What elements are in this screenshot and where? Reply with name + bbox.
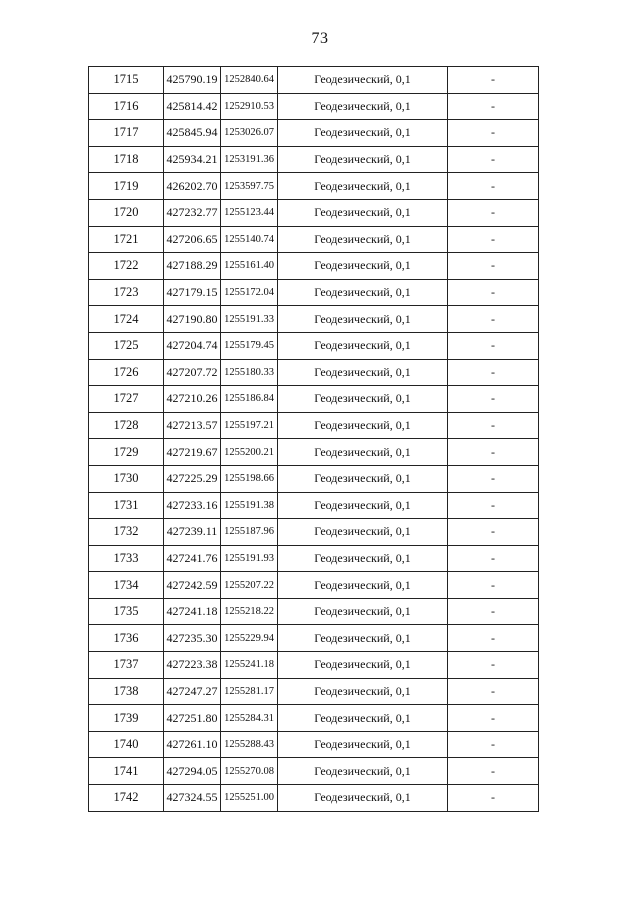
method-accuracy-cell: Геодезический, 0,1 — [278, 465, 448, 492]
note-cell: - — [448, 359, 539, 386]
x-coordinate-cell: 425845.94 — [164, 120, 221, 147]
note-cell: - — [448, 572, 539, 599]
table-row — [89, 598, 539, 625]
note-cell: - — [448, 253, 539, 280]
coordinates-table — [88, 66, 539, 812]
x-coordinate-cell: 427241.18 — [164, 598, 221, 625]
y-coordinate-cell: 1255218.22 — [221, 598, 278, 625]
x-coordinate-cell: 427190.80 — [164, 306, 221, 333]
method-accuracy-cell: Геодезический, 0,1 — [278, 386, 448, 413]
y-coordinate-cell: 1253191.36 — [221, 146, 278, 173]
note-cell: - — [448, 731, 539, 758]
y-coordinate-cell: 1255186.84 — [221, 386, 278, 413]
point-number-cell: 1740 — [89, 731, 164, 758]
page-number: 73 — [311, 30, 329, 47]
method-accuracy-cell: Геодезический, 0,1 — [278, 173, 448, 200]
y-coordinate-cell: 1255207.22 — [221, 572, 278, 599]
note-cell: - — [448, 279, 539, 306]
point-number-cell: 1738 — [89, 678, 164, 705]
coordinates-table-body — [89, 67, 539, 812]
point-number-cell: 1733 — [89, 545, 164, 572]
x-coordinate-cell: 427324.55 — [164, 785, 221, 812]
x-coordinate-cell: 427206.65 — [164, 226, 221, 253]
method-accuracy-cell: Геодезический, 0,1 — [278, 93, 448, 120]
method-accuracy-cell: Геодезический, 0,1 — [278, 492, 448, 519]
point-number-cell: 1735 — [89, 598, 164, 625]
note-cell: - — [448, 598, 539, 625]
method-accuracy-cell: Геодезический, 0,1 — [278, 758, 448, 785]
y-coordinate-cell: 1255284.31 — [221, 705, 278, 732]
table-row — [89, 199, 539, 226]
point-number-cell: 1722 — [89, 253, 164, 280]
note-cell: - — [448, 386, 539, 413]
point-number-cell: 1725 — [89, 332, 164, 359]
method-accuracy-cell: Геодезический, 0,1 — [278, 226, 448, 253]
y-coordinate-cell: 1252840.64 — [221, 67, 278, 94]
method-accuracy-cell: Геодезический, 0,1 — [278, 705, 448, 732]
method-accuracy-cell: Геодезический, 0,1 — [278, 572, 448, 599]
y-coordinate-cell: 1255123.44 — [221, 199, 278, 226]
table-row — [89, 332, 539, 359]
note-cell: - — [448, 625, 539, 652]
table-row — [89, 705, 539, 732]
x-coordinate-cell: 427204.74 — [164, 332, 221, 359]
y-coordinate-cell: 1255281.17 — [221, 678, 278, 705]
point-number-cell: 1736 — [89, 625, 164, 652]
point-number-cell: 1742 — [89, 785, 164, 812]
x-coordinate-cell: 427225.29 — [164, 465, 221, 492]
table-row — [89, 545, 539, 572]
table-row — [89, 652, 539, 679]
point-number-cell: 1718 — [89, 146, 164, 173]
table-row — [89, 625, 539, 652]
point-number-cell: 1720 — [89, 199, 164, 226]
note-cell: - — [448, 146, 539, 173]
y-coordinate-cell: 1255200.21 — [221, 439, 278, 466]
note-cell: - — [448, 93, 539, 120]
method-accuracy-cell: Геодезический, 0,1 — [278, 146, 448, 173]
table-row — [89, 173, 539, 200]
method-accuracy-cell: Геодезический, 0,1 — [278, 67, 448, 94]
x-coordinate-cell: 425934.21 — [164, 146, 221, 173]
method-accuracy-cell: Геодезический, 0,1 — [278, 678, 448, 705]
table-row — [89, 678, 539, 705]
y-coordinate-cell: 1255172.04 — [221, 279, 278, 306]
method-accuracy-cell: Геодезический, 0,1 — [278, 519, 448, 546]
note-cell: - — [448, 705, 539, 732]
x-coordinate-cell: 427232.77 — [164, 199, 221, 226]
table-row — [89, 492, 539, 519]
table-row — [89, 572, 539, 599]
y-coordinate-cell: 1255198.66 — [221, 465, 278, 492]
note-cell: - — [448, 758, 539, 785]
y-coordinate-cell: 1255229.94 — [221, 625, 278, 652]
note-cell: - — [448, 678, 539, 705]
point-number-cell: 1729 — [89, 439, 164, 466]
note-cell: - — [448, 306, 539, 333]
method-accuracy-cell: Геодезический, 0,1 — [278, 359, 448, 386]
y-coordinate-cell: 1255270.08 — [221, 758, 278, 785]
method-accuracy-cell: Геодезический, 0,1 — [278, 412, 448, 439]
note-cell: - — [448, 492, 539, 519]
table-row — [89, 731, 539, 758]
y-coordinate-cell: 1255180.33 — [221, 359, 278, 386]
point-number-cell: 1737 — [89, 652, 164, 679]
x-coordinate-cell: 425814.42 — [164, 93, 221, 120]
point-number-cell: 1741 — [89, 758, 164, 785]
point-number-cell: 1719 — [89, 173, 164, 200]
x-coordinate-cell: 427235.30 — [164, 625, 221, 652]
note-cell: - — [448, 120, 539, 147]
method-accuracy-cell: Геодезический, 0,1 — [278, 731, 448, 758]
point-number-cell: 1716 — [89, 93, 164, 120]
table-row — [89, 67, 539, 94]
table-row — [89, 93, 539, 120]
x-coordinate-cell: 427251.80 — [164, 705, 221, 732]
x-coordinate-cell: 427207.72 — [164, 359, 221, 386]
table-row — [89, 226, 539, 253]
note-cell: - — [448, 519, 539, 546]
note-cell: - — [448, 465, 539, 492]
method-accuracy-cell: Геодезический, 0,1 — [278, 785, 448, 812]
x-coordinate-cell: 427179.15 — [164, 279, 221, 306]
note-cell: - — [448, 439, 539, 466]
x-coordinate-cell: 427242.59 — [164, 572, 221, 599]
method-accuracy-cell: Геодезический, 0,1 — [278, 253, 448, 280]
method-accuracy-cell: Геодезический, 0,1 — [278, 279, 448, 306]
x-coordinate-cell: 427294.05 — [164, 758, 221, 785]
y-coordinate-cell: 1255179.45 — [221, 332, 278, 359]
y-coordinate-cell: 1255251.00 — [221, 785, 278, 812]
y-coordinate-cell: 1253597.75 — [221, 173, 278, 200]
method-accuracy-cell: Геодезический, 0,1 — [278, 332, 448, 359]
point-number-cell: 1739 — [89, 705, 164, 732]
x-coordinate-cell: 427223.38 — [164, 652, 221, 679]
x-coordinate-cell: 427219.67 — [164, 439, 221, 466]
method-accuracy-cell: Геодезический, 0,1 — [278, 199, 448, 226]
method-accuracy-cell: Геодезический, 0,1 — [278, 439, 448, 466]
table-row — [89, 785, 539, 812]
y-coordinate-cell: 1255191.93 — [221, 545, 278, 572]
point-number-cell: 1717 — [89, 120, 164, 147]
x-coordinate-cell: 427213.57 — [164, 412, 221, 439]
table-row — [89, 120, 539, 147]
x-coordinate-cell: 427241.76 — [164, 545, 221, 572]
y-coordinate-cell: 1255241.18 — [221, 652, 278, 679]
table-row — [89, 306, 539, 333]
method-accuracy-cell: Геодезический, 0,1 — [278, 306, 448, 333]
method-accuracy-cell: Геодезический, 0,1 — [278, 598, 448, 625]
x-coordinate-cell: 427247.27 — [164, 678, 221, 705]
note-cell: - — [448, 173, 539, 200]
y-coordinate-cell: 1255140.74 — [221, 226, 278, 253]
table-row — [89, 279, 539, 306]
method-accuracy-cell: Геодезический, 0,1 — [278, 545, 448, 572]
point-number-cell: 1721 — [89, 226, 164, 253]
y-coordinate-cell: 1252910.53 — [221, 93, 278, 120]
point-number-cell: 1731 — [89, 492, 164, 519]
x-coordinate-cell: 427233.16 — [164, 492, 221, 519]
point-number-cell: 1715 — [89, 67, 164, 94]
method-accuracy-cell: Геодезический, 0,1 — [278, 625, 448, 652]
note-cell: - — [448, 545, 539, 572]
point-number-cell: 1726 — [89, 359, 164, 386]
point-number-cell: 1723 — [89, 279, 164, 306]
table-row — [89, 253, 539, 280]
point-number-cell: 1732 — [89, 519, 164, 546]
x-coordinate-cell: 427188.29 — [164, 253, 221, 280]
y-coordinate-cell: 1255161.40 — [221, 253, 278, 280]
method-accuracy-cell: Геодезический, 0,1 — [278, 652, 448, 679]
y-coordinate-cell: 1255191.38 — [221, 492, 278, 519]
y-coordinate-cell: 1253026.07 — [221, 120, 278, 147]
x-coordinate-cell: 425790.19 — [164, 67, 221, 94]
table-row — [89, 386, 539, 413]
note-cell: - — [448, 332, 539, 359]
note-cell: - — [448, 199, 539, 226]
note-cell: - — [448, 412, 539, 439]
y-coordinate-cell: 1255288.43 — [221, 731, 278, 758]
x-coordinate-cell: 427239.11 — [164, 519, 221, 546]
table-row — [89, 412, 539, 439]
table-row — [89, 758, 539, 785]
table-row — [89, 359, 539, 386]
table-row — [89, 146, 539, 173]
point-number-cell: 1728 — [89, 412, 164, 439]
note-cell: - — [448, 67, 539, 94]
x-coordinate-cell: 427210.26 — [164, 386, 221, 413]
point-number-cell: 1727 — [89, 386, 164, 413]
note-cell: - — [448, 226, 539, 253]
table-row — [89, 439, 539, 466]
note-cell: - — [448, 652, 539, 679]
y-coordinate-cell: 1255197.21 — [221, 412, 278, 439]
point-number-cell: 1730 — [89, 465, 164, 492]
x-coordinate-cell: 427261.10 — [164, 731, 221, 758]
point-number-cell: 1724 — [89, 306, 164, 333]
note-cell: - — [448, 785, 539, 812]
y-coordinate-cell: 1255187.96 — [221, 519, 278, 546]
x-coordinate-cell: 426202.70 — [164, 173, 221, 200]
method-accuracy-cell: Геодезический, 0,1 — [278, 120, 448, 147]
table-row — [89, 519, 539, 546]
table-row — [89, 465, 539, 492]
y-coordinate-cell: 1255191.33 — [221, 306, 278, 333]
point-number-cell: 1734 — [89, 572, 164, 599]
